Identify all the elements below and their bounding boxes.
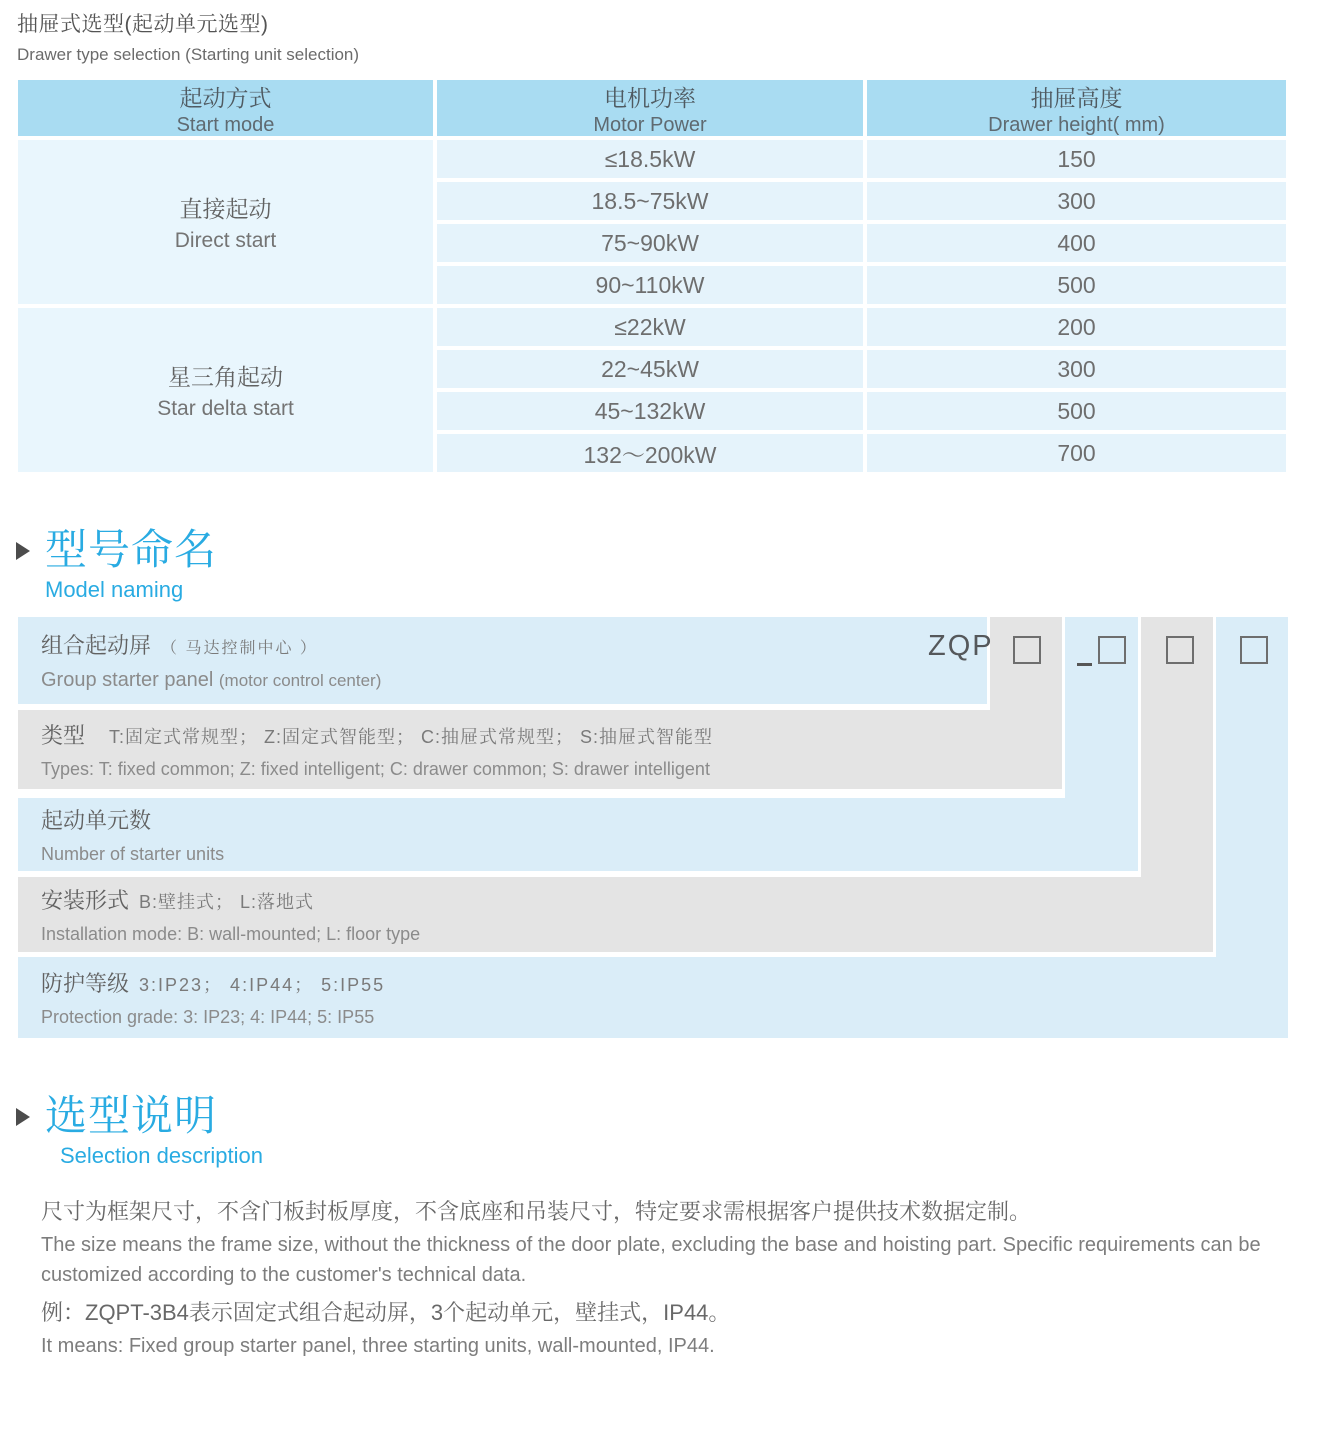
code-box-icon	[1166, 636, 1194, 664]
model-naming-heading	[16, 528, 217, 603]
document-title	[17, 8, 359, 65]
dash-icon	[1077, 663, 1092, 666]
column-header-start-mode: 起动方式 Start mode	[18, 80, 433, 136]
diagram-row-types: 类型 T:固定式常规型； Z:固定式智能型； C:抽屉式常规型； S:抽屉式智能型 Types: T: fixed common; Z: fixed intelligent; C: drawer common; S: drawer intelligent	[18, 710, 1062, 789]
selection-description-body	[41, 1196, 1293, 1368]
drawer-height-cell: 400	[867, 224, 1286, 262]
motor-power-cell: 75~90kW	[437, 224, 863, 262]
diagram-row-starter-units: 起动单元数 Number of starter units	[18, 798, 1138, 871]
selection-description-heading	[16, 1094, 263, 1169]
model-naming-diagram	[0, 617, 1322, 1041]
selection-description-heading-cn: 选型说明	[45, 1092, 218, 1139]
diagram-row-protection-grade: 防护等级 3:IP23； 4:IP44； 5:IP55 Protection grade: 3: IP23; 4: IP44; 5: IP55	[18, 957, 1288, 1038]
example-paragraph-cn: 例：ZQPT-3B4表示固定式组合起动屏，3个起动单元，壁挂式，IP44。	[41, 1300, 731, 1325]
start-mode-cell-star-delta: 星三角起动 Star delta start	[18, 308, 433, 472]
code-box-icon	[1240, 636, 1268, 664]
document-title-en: Drawer type selection (Starting unit selection)	[17, 45, 360, 64]
motor-power-cell: ≤18.5kW	[437, 140, 863, 178]
code-box-icon	[1013, 636, 1041, 664]
drawer-height-cell: 300	[867, 182, 1286, 220]
diagram-row-installation-mode: 安装形式 B:壁挂式； L:落地式 Installation mode: B: wall-mounted; L: floor type	[18, 877, 1213, 952]
description-paragraph-en: The size means the frame size, without the thickness of the door plate, excluding the base and hoisting part. Specific requirements can be customized according to the customer's technical data.	[41, 1234, 1261, 1286]
start-mode-cell-direct: 直接起动 Direct start	[18, 140, 433, 304]
drawer-height-cell: 700	[867, 434, 1286, 472]
description-paragraph-cn: 尺寸为框架尺寸，不含门板封板厚度，不含底座和吊装尺寸，特定要求需根据客户提供技术数据定制。	[41, 1199, 1032, 1224]
motor-power-cell: 45~132kW	[437, 392, 863, 430]
motor-power-cell: ≤22kW	[437, 308, 863, 346]
motor-power-cell: 18.5~75kW	[437, 182, 863, 220]
motor-power-cell: 90~110kW	[437, 266, 863, 304]
drawer-height-cell: 500	[867, 392, 1286, 430]
model-naming-heading-cn: 型号命名	[45, 526, 218, 573]
example-paragraph-en: It means: Fixed group starter panel, three starting units, wall-mounted, IP44.	[41, 1335, 715, 1357]
drawer-height-cell: 300	[867, 350, 1286, 388]
drawer-selection-table	[18, 80, 1286, 472]
document-title-cn: 抽屉式选型(起动单元选型)	[17, 13, 269, 36]
diagram-row-group-starter-panel: 组合起动屏 （ 马达控制中心 ） Group starter panel (motor control center)	[18, 617, 987, 704]
section-arrow-icon	[16, 542, 30, 560]
model-code-prefix: ZQP	[928, 630, 994, 662]
drawer-height-cell: 500	[867, 266, 1286, 304]
section-arrow-icon	[16, 1108, 30, 1126]
selection-description-heading-en: Selection description	[60, 1143, 264, 1169]
motor-power-cell: 132～200kW	[437, 434, 863, 472]
code-box-icon	[1098, 636, 1126, 664]
drawer-height-cell: 150	[867, 140, 1286, 178]
model-naming-heading-en: Model naming	[45, 577, 184, 603]
column-header-motor-power: 电机功率 Motor Power	[437, 80, 863, 136]
drawer-height-cell: 200	[867, 308, 1286, 346]
column-header-drawer-height: 抽屉高度 Drawer height( mm)	[867, 80, 1286, 136]
motor-power-cell: 22~45kW	[437, 350, 863, 388]
